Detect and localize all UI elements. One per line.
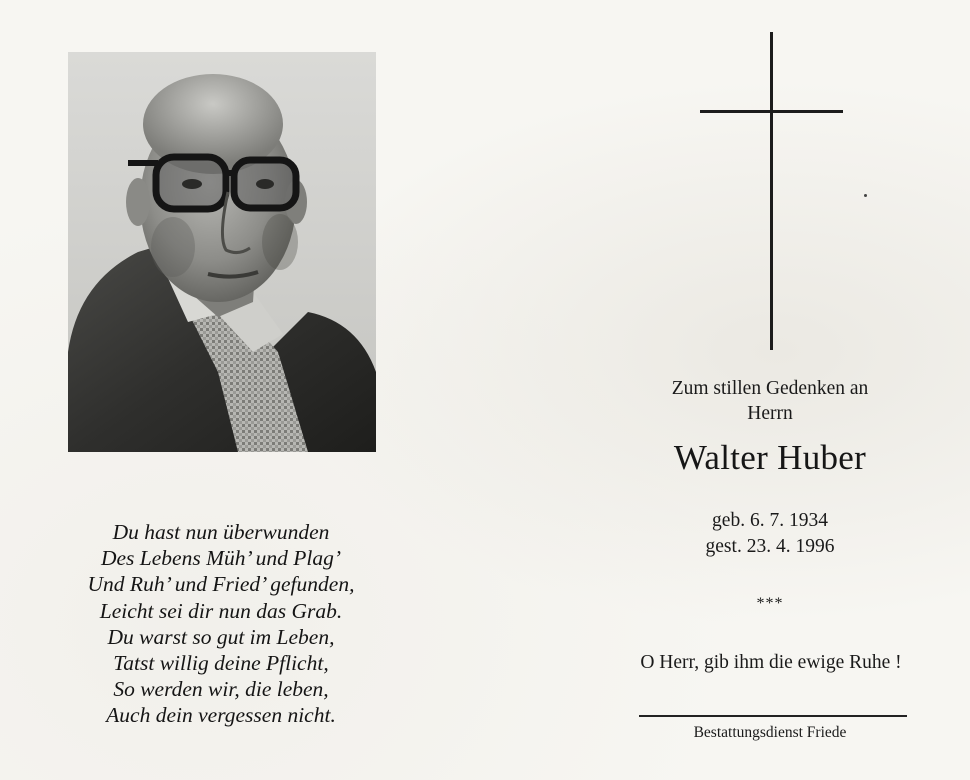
- poem-line: Du warst so gut im Leben,: [107, 624, 335, 649]
- prayer-text: O Herr, gib ihm die ewige Ruhe !: [640, 652, 902, 673]
- funeral-service-name: Bestattungsdienst Friede: [693, 724, 847, 741]
- portrait-photo: [68, 52, 376, 452]
- cross-horizontal-bar: [700, 110, 843, 113]
- poem-line: Des Lebens Müh’ und Plag’: [100, 546, 342, 571]
- poem-line: Auch dein vergessen nicht.: [106, 703, 336, 728]
- poem-line: Leicht sei dir nun das Grab.: [99, 598, 343, 623]
- separator-stars: ***: [756, 595, 784, 612]
- death-date: gest. 23. 4. 1996: [705, 536, 835, 557]
- cross-icon: [700, 32, 843, 350]
- intro-line-1: Zum stillen Gedenken an: [671, 378, 869, 399]
- memorial-poem: [40, 519, 402, 729]
- poem-line: So werden wir, die leben,: [113, 677, 329, 702]
- paper-speck: [864, 194, 867, 197]
- birth-date: geb. 6. 7. 1934: [712, 510, 828, 531]
- poem-line: Tatst willig deine Pflicht,: [113, 651, 329, 676]
- divider-line: [639, 715, 907, 717]
- deceased-name: Walter Huber: [673, 438, 867, 477]
- memorial-intro: [600, 376, 940, 426]
- cross-vertical-bar: [770, 32, 773, 350]
- intro-line-2: Herrn: [747, 403, 793, 424]
- poem-line: Und Ruh’ und Fried’ gefunden,: [87, 572, 355, 597]
- poem-line: Du hast nun überwunden: [112, 520, 330, 544]
- life-dates: [600, 508, 940, 560]
